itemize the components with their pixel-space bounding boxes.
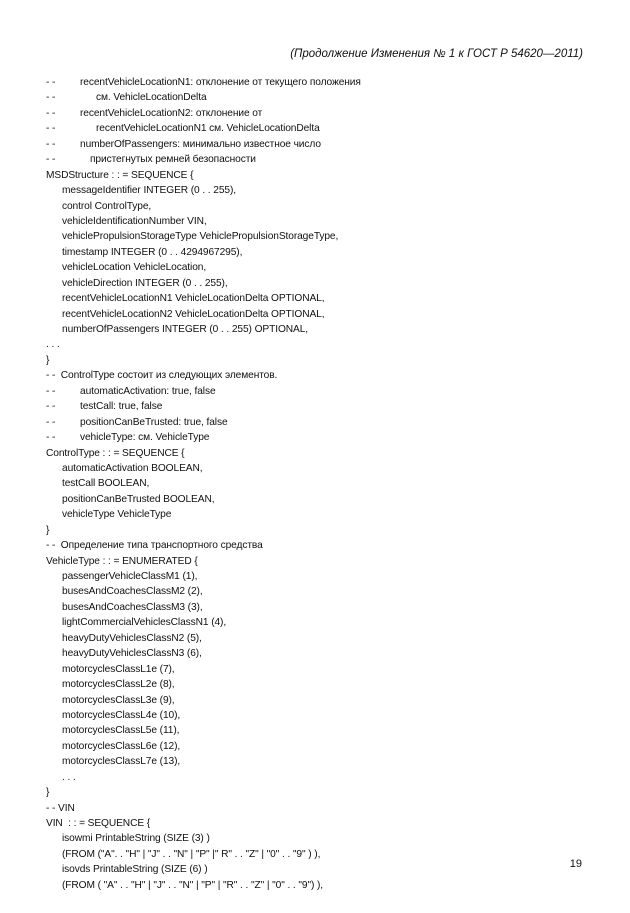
code-text: lightCommercialVehiclesClassN1 (4), bbox=[62, 617, 227, 629]
comment-marker: - - bbox=[46, 77, 56, 88]
code-text: . . . bbox=[62, 771, 76, 783]
code-line bbox=[46, 183, 606, 198]
code-text: numberOfPassengers INTEGER (0 . . 255) OPTIONAL, bbox=[62, 324, 309, 335]
code-line bbox=[46, 754, 606, 769]
code-text: isovds PrintableString (SIZE (6) ) bbox=[62, 864, 208, 876]
code-line bbox=[46, 554, 606, 569]
code-text: vehicleLocation VehicleLocation, bbox=[62, 262, 207, 274]
comment-text: recentVehicleLocationN1: отклонение от текущего положения bbox=[80, 77, 361, 88]
code-line bbox=[46, 229, 606, 244]
code-line bbox=[46, 245, 606, 260]
code-text: isowmi PrintableString (SIZE (3) ) bbox=[62, 833, 210, 845]
code-text: vehiclePropulsionStorageType VehiclePropulsionStorageType, bbox=[62, 231, 339, 243]
code-line bbox=[46, 446, 606, 461]
code-line bbox=[46, 801, 606, 816]
comment-marker: - - bbox=[46, 138, 56, 150]
code-text: MSDStructure : : = SEQUENCE { bbox=[46, 169, 194, 181]
code-line bbox=[46, 569, 606, 584]
code-line bbox=[46, 677, 606, 692]
code-text: motorcyclesClassL6e (12), bbox=[62, 740, 181, 752]
comment-marker: - - bbox=[46, 385, 56, 397]
code-text: VIN : : = SEQUENCE { bbox=[46, 818, 151, 829]
code-text: } bbox=[46, 354, 50, 366]
code-line bbox=[46, 75, 606, 90]
code-line bbox=[46, 646, 606, 661]
comment-text: testCall: true, false bbox=[80, 401, 163, 413]
code-line bbox=[46, 276, 606, 291]
code-line bbox=[46, 137, 606, 152]
code-text: passengerVehicleClassM1 (1), bbox=[62, 571, 198, 582]
code-line bbox=[46, 214, 606, 229]
code-text: motorcyclesClassL7e (13), bbox=[62, 756, 181, 768]
code-line bbox=[46, 430, 606, 445]
code-text: motorcyclesClassL1e (7), bbox=[62, 663, 175, 675]
code-line bbox=[46, 600, 606, 615]
code-text: } bbox=[46, 524, 50, 536]
code-line bbox=[46, 307, 606, 322]
code-text: - - Определение типа транспортного средства bbox=[46, 540, 263, 552]
comment-marker: - - bbox=[46, 432, 56, 444]
code-text: vehicleDirection INTEGER (0 . . 255), bbox=[62, 277, 228, 289]
comment-text: vehicleType: см. VehicleType bbox=[80, 432, 210, 444]
code-line bbox=[46, 168, 606, 183]
code-line bbox=[46, 878, 606, 893]
code-line bbox=[46, 152, 606, 167]
comment-marker: - - bbox=[46, 416, 56, 428]
code-text: VehicleType : : = ENUMERATED { bbox=[46, 555, 198, 567]
code-line bbox=[46, 291, 606, 306]
code-text: timestamp INTEGER (0 . . 4294967295), bbox=[62, 246, 243, 258]
code-text: motorcyclesClassL3e (9), bbox=[62, 694, 175, 706]
code-text: vehicleIdentificationNumber VIN, bbox=[62, 215, 207, 227]
code-line bbox=[46, 353, 606, 368]
code-line bbox=[46, 739, 606, 754]
code-line bbox=[46, 847, 606, 862]
code-text: busesAndCoachesClassM3 (3), bbox=[62, 601, 203, 613]
code-text: ControlType : : = SEQUENCE { bbox=[46, 447, 185, 459]
comment-marker: - - bbox=[46, 92, 56, 104]
code-text: busesAndCoachesClassM2 (2), bbox=[62, 586, 203, 598]
asn1-code-listing bbox=[46, 75, 606, 893]
code-line bbox=[46, 631, 606, 646]
code-line bbox=[46, 399, 606, 414]
comment-text: numberOfPassengers: минимально известное число bbox=[80, 138, 321, 150]
code-line bbox=[46, 693, 606, 708]
comment-marker: - - bbox=[46, 154, 56, 166]
code-line bbox=[46, 523, 606, 538]
code-text: motorcyclesClassL5e (11), bbox=[62, 725, 180, 737]
code-line bbox=[46, 662, 606, 677]
comment-text: см. VehicleLocationDelta bbox=[96, 92, 207, 104]
comment-text: recentVehicleLocationN2: отклонение от bbox=[80, 107, 263, 119]
page-number: 19 bbox=[569, 858, 582, 870]
code-line bbox=[46, 507, 606, 522]
code-text: - - VIN bbox=[46, 802, 75, 814]
code-line bbox=[46, 121, 606, 136]
code-text: heavyDutyVehiclesClassN2 (5), bbox=[62, 632, 202, 644]
code-line bbox=[46, 831, 606, 846]
code-text: motorcyclesClassL2e (8), bbox=[62, 679, 175, 691]
code-line bbox=[46, 337, 606, 352]
code-line bbox=[46, 492, 606, 507]
code-text: heavyDutyVehiclesClassN3 (6), bbox=[62, 648, 202, 660]
code-line bbox=[46, 106, 606, 121]
code-text: recentVehicleLocationN1 VehicleLocationDelta OPTIONAL, bbox=[62, 293, 325, 305]
code-text: vehicleType VehicleType bbox=[62, 509, 172, 521]
code-line bbox=[46, 368, 606, 383]
code-line bbox=[46, 785, 606, 800]
code-line bbox=[46, 723, 606, 738]
comment-marker: - - bbox=[46, 123, 56, 135]
code-line bbox=[46, 862, 606, 877]
code-text: messageIdentifier INTEGER (0 . . 255), bbox=[62, 185, 236, 197]
code-line bbox=[46, 199, 606, 214]
code-line bbox=[46, 584, 606, 599]
code-text: automaticActivation BOOLEAN, bbox=[62, 462, 203, 474]
code-line bbox=[46, 476, 606, 491]
comment-text: automaticActivation: true, false bbox=[80, 385, 216, 397]
code-text: positionCanBeTrusted BOOLEAN, bbox=[62, 493, 215, 505]
code-text: - - ControlType состоит из следующих элементов. bbox=[46, 370, 278, 382]
code-line bbox=[46, 615, 606, 630]
comment-text: recentVehicleLocationN1 см. VehicleLocationDelta bbox=[96, 123, 320, 135]
code-line bbox=[46, 90, 606, 105]
code-line bbox=[46, 384, 606, 399]
code-text: control ControlType, bbox=[62, 200, 152, 212]
comment-text: пристегнутых ремней безопасности bbox=[90, 154, 256, 166]
code-line bbox=[46, 322, 606, 337]
code-line bbox=[46, 415, 606, 430]
comment-text: positionCanBeTrusted: true, false bbox=[80, 416, 228, 428]
comment-marker: - - bbox=[46, 107, 56, 119]
code-line bbox=[46, 708, 606, 723]
code-text: (FROM ("A". . "H" | "J" . . "N" | "P" |" R" . . "Z" | "0" . . "9" ) ), bbox=[62, 848, 321, 860]
page-header: (Продолжение Изменения № 1 к ГОСТ Р 54620—2011) bbox=[290, 48, 583, 60]
code-line bbox=[46, 260, 606, 275]
code-line bbox=[46, 461, 606, 476]
code-line bbox=[46, 816, 606, 831]
code-text: recentVehicleLocationN2 VehicleLocationDelta OPTIONAL, bbox=[62, 308, 325, 320]
code-text: } bbox=[46, 787, 50, 799]
comment-marker: - - bbox=[46, 401, 56, 413]
code-text: testCall BOOLEAN, bbox=[62, 478, 150, 490]
code-line bbox=[46, 538, 606, 553]
code-text: . . . bbox=[46, 339, 60, 351]
code-line bbox=[46, 770, 606, 785]
code-text: (FROM ( "A" . . "H" | "J" . . "N" | "P" | "R" . . "Z" | "0" . . "9") ), bbox=[62, 879, 324, 891]
code-text: motorcyclesClassL4e (10), bbox=[62, 709, 181, 721]
